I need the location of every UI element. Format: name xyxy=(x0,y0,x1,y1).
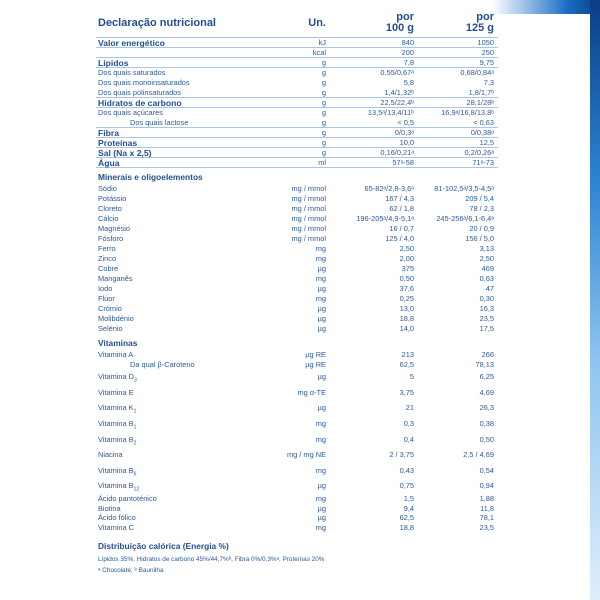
row-label xyxy=(98,88,181,98)
vitamin-row xyxy=(96,350,498,360)
nutrition-row xyxy=(96,38,498,48)
row-label-text: Dos quais lactose xyxy=(130,118,189,127)
vitamin-row xyxy=(96,416,498,432)
value-per-100g: 125 / 4,0 xyxy=(385,234,414,243)
nutrition-row xyxy=(96,118,498,128)
value-per-100g: 62,5 xyxy=(399,359,414,369)
minerals-rows xyxy=(96,184,498,334)
value-per-100g: 0,55/0,67ᵃ xyxy=(380,68,414,77)
row-label xyxy=(98,158,119,168)
row-label xyxy=(98,264,118,274)
row-label xyxy=(98,494,157,504)
top-edge-decoration xyxy=(492,0,600,14)
vitamin-row xyxy=(96,432,498,448)
row-unit: mg / mg NE xyxy=(286,450,326,460)
vitamin-row xyxy=(96,385,498,401)
value-per-125g: 9,75 xyxy=(479,58,494,67)
row-label-text: Dos quais saturados xyxy=(98,68,166,77)
row-label-text: Zinco xyxy=(98,254,117,263)
value-per-125g: 250 xyxy=(481,48,494,57)
row-unit: g xyxy=(321,148,326,157)
mineral-row xyxy=(96,304,498,314)
vitamins-section-header xyxy=(96,334,498,350)
table-header xyxy=(96,12,498,38)
row-label xyxy=(98,128,119,138)
mineral-row xyxy=(96,204,498,214)
value-per-100g: 0,43 xyxy=(399,465,414,475)
col2-line1: por xyxy=(476,11,494,23)
value-per-125g: 78,1 xyxy=(479,513,494,523)
row-label xyxy=(98,284,112,294)
row-label xyxy=(98,481,139,494)
row-unit: g xyxy=(321,138,326,147)
nutrition-table xyxy=(96,12,498,576)
row-label xyxy=(98,214,119,224)
value-per-100g: 2 / 3,75 xyxy=(389,450,414,460)
nutrition-row xyxy=(96,158,498,168)
row-unit: kJ xyxy=(318,38,326,47)
vitamin-row xyxy=(96,369,498,385)
row-label-text: Hidratos de carbono xyxy=(98,98,182,108)
row-unit: µg xyxy=(317,304,326,313)
col2-line2: 125 g xyxy=(465,22,494,34)
mineral-row xyxy=(96,324,498,334)
value-per-100g: 0,4 xyxy=(403,434,414,444)
row-label-text: Sódio xyxy=(98,184,117,193)
nutrition-rows xyxy=(96,38,498,168)
row-label-text: Proteínas xyxy=(98,138,138,148)
unit-column-header: Un. xyxy=(308,17,326,29)
row-unit: g xyxy=(321,58,326,67)
row-label-text: Biotina xyxy=(98,503,121,513)
row-label-text: Iodo xyxy=(98,284,113,293)
mineral-row xyxy=(96,214,498,224)
mineral-row xyxy=(96,184,498,194)
nutrition-row xyxy=(96,138,498,148)
row-unit: mg xyxy=(315,294,326,303)
row-unit: ml xyxy=(318,158,326,167)
value-per-125g: 0,63 xyxy=(479,274,494,283)
row-unit: µg xyxy=(317,481,326,491)
row-unit: µg xyxy=(317,403,326,413)
flavor-legend: ᵃ Chocolate; ᵇ Baunilha xyxy=(98,567,164,575)
row-label xyxy=(98,68,165,78)
row-label-text: Vitamina D xyxy=(98,372,135,382)
mineral-row xyxy=(96,234,498,244)
value-per-125g: 20 / 0,9 xyxy=(469,224,494,233)
col1-line1: por xyxy=(396,11,414,23)
row-label xyxy=(98,78,190,88)
row-label xyxy=(98,274,133,284)
value-per-125g: 78,13 xyxy=(475,359,494,369)
value-per-125g: 3,13 xyxy=(479,244,494,253)
value-per-100g: 5 xyxy=(409,372,414,382)
value-per-125g: 469 xyxy=(481,264,494,273)
row-unit: g xyxy=(321,128,326,137)
mineral-row xyxy=(96,284,498,294)
row-label-subscript: 1 xyxy=(133,408,137,415)
value-per-125g: 71ᵃ-73 xyxy=(472,158,494,167)
row-label xyxy=(98,194,126,204)
row-label-text: Vitamina E xyxy=(98,387,134,397)
row-unit: µg xyxy=(317,314,326,323)
caloric-distribution-text: Lípidos 35%, Hidratos de carbono 45%/44,7%ᵇ, Fibra 0%/0,3%ᵃ, Proteínas 20% xyxy=(98,556,325,564)
row-label-subscript: 6 xyxy=(133,471,137,478)
row-unit: mg xyxy=(315,274,326,283)
row-label-text: Da qual β-Caroteno xyxy=(130,359,195,369)
vitamin-row xyxy=(96,478,498,494)
row-label xyxy=(98,419,136,432)
row-label-text: Cálcio xyxy=(98,214,119,223)
col1-line2: 100 g xyxy=(385,22,414,34)
value-per-125g: < 0,63 xyxy=(473,118,494,127)
value-per-100g: < 0,5 xyxy=(397,118,414,127)
vitamin-row xyxy=(96,504,498,514)
value-per-125g: 17,5 xyxy=(479,324,494,333)
row-label-text: Vitamina B xyxy=(98,434,134,444)
row-label-text: Vitamina B xyxy=(98,418,134,428)
row-unit: g xyxy=(321,98,326,107)
row-unit: mg / mmol xyxy=(291,184,326,193)
nutrition-row xyxy=(96,98,498,108)
value-per-100g: 13,5ᵃ/13,4/11ᵇ xyxy=(367,108,414,117)
row-label-text: Fibra xyxy=(98,128,120,138)
vitamin-row xyxy=(96,447,498,463)
value-per-100g: 375 xyxy=(401,264,414,273)
mineral-row xyxy=(96,224,498,234)
row-label-text: Ácido fólico xyxy=(98,513,136,523)
row-unit: µg xyxy=(317,324,326,333)
row-label xyxy=(98,38,165,48)
value-per-125g: 0,38 xyxy=(479,418,494,428)
row-label-text: Valor energético xyxy=(98,38,165,48)
nutrition-row xyxy=(96,148,498,158)
value-per-100g: 0,3 xyxy=(403,418,414,428)
value-per-125g: 245-256ᵃ/6,1-6,4ᵃ xyxy=(436,214,494,223)
value-per-125g: 4,69 xyxy=(479,387,494,397)
row-label-subscript: 12 xyxy=(133,486,140,493)
row-label xyxy=(98,372,137,385)
value-per-100g: 1,4/1,32ᵇ xyxy=(384,88,414,97)
value-per-100g: 65-82ᵃ/2,8-3,6ᵃ xyxy=(364,184,414,193)
row-unit: mg xyxy=(315,244,326,253)
row-label-text: Potássio xyxy=(98,194,127,203)
row-unit: kcal xyxy=(312,48,326,57)
value-per-125g: 156 / 5,0 xyxy=(465,234,494,243)
value-per-125g: 47 xyxy=(485,284,494,293)
row-unit: g xyxy=(321,88,326,97)
value-per-125g: 0,68/0,84ᵃ xyxy=(460,68,494,77)
value-per-100g: 13,0 xyxy=(399,304,414,313)
value-per-125g: 0/0,38ᵃ xyxy=(470,128,494,137)
row-label xyxy=(98,148,152,158)
row-label-text: Cloreto xyxy=(98,204,122,213)
row-label xyxy=(98,403,136,416)
value-per-125g: 2,50 xyxy=(479,254,494,263)
table-title: Declaração nutricional xyxy=(98,17,216,29)
value-per-100g: 167 / 4,3 xyxy=(385,194,414,203)
row-label xyxy=(98,58,129,68)
value-per-100g: 10,0 xyxy=(399,138,414,147)
value-per-125g: 6,25 xyxy=(479,372,494,382)
row-label xyxy=(98,388,134,398)
row-label-text: Dos quais polinsaturados xyxy=(98,88,181,97)
vitamins-title: Vitaminas xyxy=(98,338,138,348)
row-label xyxy=(98,513,136,523)
value-per-125g: 0,50 xyxy=(479,434,494,444)
right-edge-decoration xyxy=(590,0,600,600)
row-label-text: Niacina xyxy=(98,450,123,460)
row-unit: mg / mmol xyxy=(291,224,326,233)
row-label xyxy=(98,324,123,334)
row-label-text: Magnésio xyxy=(98,224,131,233)
vitamins-rows xyxy=(96,350,498,532)
value-per-125g: 0,2/0,26ᵃ xyxy=(464,148,494,157)
row-label-subscript: 3 xyxy=(134,377,137,384)
value-per-100g: 22,5/22,4ᵇ xyxy=(380,98,414,107)
value-per-100g: 0,75 xyxy=(399,481,414,491)
row-label-text: Ferro xyxy=(98,244,116,253)
value-per-125g: 1,88 xyxy=(479,493,494,503)
value-per-125g: 16,3 xyxy=(479,304,494,313)
row-label xyxy=(98,294,115,304)
value-per-100g: 0,25 xyxy=(399,294,414,303)
row-unit: mg xyxy=(315,434,326,444)
row-unit: g xyxy=(321,78,326,87)
value-per-100g: 0/0,3ᵃ xyxy=(394,128,414,137)
row-label-text: Selénio xyxy=(98,324,123,333)
mineral-row xyxy=(96,264,498,274)
row-label-subscript: 2 xyxy=(133,440,137,447)
value-per-100g: 0,50 xyxy=(399,274,414,283)
nutrition-row xyxy=(96,58,498,68)
row-label xyxy=(98,304,122,314)
row-unit: mg xyxy=(315,522,326,532)
row-unit: µg xyxy=(317,513,326,523)
row-label-text: Vitamina K xyxy=(98,403,134,413)
nutrition-row xyxy=(96,78,498,88)
value-per-100g: 21 xyxy=(405,403,414,413)
nutrition-row xyxy=(96,128,498,138)
minerals-title: Minerais e oligoelementos xyxy=(98,172,203,182)
value-per-100g: 200 xyxy=(401,48,414,57)
row-label xyxy=(98,435,136,448)
value-per-100g: 1,5 xyxy=(403,493,414,503)
nutrition-row xyxy=(96,48,498,58)
value-per-100g: 5,8 xyxy=(403,78,414,87)
value-per-125g: 12,5 xyxy=(479,138,494,147)
nutrition-row xyxy=(96,88,498,98)
row-unit: mg xyxy=(315,493,326,503)
row-label-text: Fósforo xyxy=(98,234,124,243)
value-per-125g: 26,3 xyxy=(479,403,494,413)
value-per-125g: 0,54 xyxy=(479,465,494,475)
value-per-125g: 78 / 2,3 xyxy=(469,204,494,213)
row-label-text: Vitamina A xyxy=(98,350,134,359)
value-per-125g: 81-102,5ᵃ/3,5-4,5ᵃ xyxy=(434,184,494,193)
row-label xyxy=(98,244,116,254)
row-label-text: Vitamina B xyxy=(98,481,134,491)
value-per-125g: 11,8 xyxy=(480,503,494,513)
value-per-100g: 0,16/0,21ᵃ xyxy=(380,148,414,157)
value-per-125g: 23,5 xyxy=(479,522,494,532)
row-unit: mg xyxy=(315,418,326,428)
value-per-100g: 840 xyxy=(401,38,414,47)
value-per-100g: 3,75 xyxy=(399,387,414,397)
row-unit: µg RE xyxy=(305,359,326,369)
row-unit: µg xyxy=(317,372,326,382)
row-unit: g xyxy=(321,108,326,117)
value-per-125g: 23,5 xyxy=(479,314,494,323)
nutrition-row xyxy=(96,108,498,118)
value-per-125g: 1,8/1,7ᵇ xyxy=(468,88,494,97)
value-per-100g: 62,5 xyxy=(399,513,414,523)
row-unit: mg xyxy=(315,465,326,475)
row-label-text: Crómio xyxy=(98,304,122,313)
minerals-section-header xyxy=(96,168,498,184)
vitamin-row xyxy=(96,360,498,370)
value-per-125g: 1050 xyxy=(477,38,494,47)
mineral-row xyxy=(96,274,498,284)
row-label xyxy=(98,504,121,514)
row-label-text: Flúor xyxy=(98,294,115,303)
mineral-row xyxy=(96,194,498,204)
value-per-125g: 28,1/28ᵇ xyxy=(466,98,494,107)
value-per-100g: 196-205ᵃ/4,9-5,1ᵃ xyxy=(356,214,414,223)
row-label-text: Lípidos xyxy=(98,58,129,68)
row-label xyxy=(130,360,195,370)
row-unit: mg α-TE xyxy=(297,387,326,397)
row-label xyxy=(98,224,130,234)
vitamin-row xyxy=(96,400,498,416)
row-unit: µg xyxy=(317,503,326,513)
value-per-100g: 62 / 1,8 xyxy=(389,204,414,213)
row-label xyxy=(98,523,134,533)
row-label xyxy=(130,118,188,128)
row-unit: mg xyxy=(315,254,326,263)
vitamin-row xyxy=(96,463,498,479)
value-per-100g: 7,8 xyxy=(403,58,414,67)
value-per-125g: 7,3 xyxy=(483,78,494,87)
value-per-100g: 14,0 xyxy=(399,324,414,333)
value-per-125g: 209 / 5,4 xyxy=(465,194,494,203)
row-unit: mg / mmol xyxy=(291,234,326,243)
vitamin-row xyxy=(96,494,498,504)
value-per-100g: 2,00 xyxy=(399,254,414,263)
row-label-text: Dos quais açúcares xyxy=(98,108,163,117)
row-label xyxy=(98,314,134,324)
row-label-text: Ácido pantoténico xyxy=(98,493,157,503)
value-per-125g: 0,30 xyxy=(479,294,494,303)
row-unit: mg / mmol xyxy=(291,194,326,203)
row-label-text: Sal (Na x 2,5) xyxy=(98,148,152,158)
vitamin-row xyxy=(96,513,498,523)
row-label-text: Manganês xyxy=(98,274,133,283)
row-label xyxy=(98,204,122,214)
vitamin-row xyxy=(96,523,498,533)
value-per-100g: 18,8 xyxy=(399,314,414,323)
mineral-row xyxy=(96,244,498,254)
row-unit: g xyxy=(321,118,326,127)
row-label-text: Molibdénio xyxy=(98,314,134,323)
row-label xyxy=(98,450,123,460)
per-100g-column-header xyxy=(346,12,414,34)
row-label-text: Água xyxy=(98,158,120,168)
row-label xyxy=(98,466,136,479)
row-label xyxy=(98,234,123,244)
row-label xyxy=(98,254,116,264)
mineral-row xyxy=(96,314,498,324)
row-unit: µg xyxy=(317,284,326,293)
row-unit: mg / mmol xyxy=(291,214,326,223)
value-per-100g: 37,6 xyxy=(399,284,414,293)
per-125g-column-header xyxy=(426,12,494,34)
row-unit: µg RE xyxy=(305,350,326,359)
row-label-text: Cobre xyxy=(98,264,119,273)
nutrition-row xyxy=(96,68,498,78)
row-unit: µg xyxy=(317,264,326,273)
row-label xyxy=(98,350,133,360)
row-label xyxy=(98,108,163,118)
value-per-125g: 2,5 / 4,69 xyxy=(463,450,494,460)
row-unit: mg / mmol xyxy=(291,204,326,213)
value-per-100g: 2,50 xyxy=(399,244,414,253)
value-per-125g: 0,94 xyxy=(479,481,494,491)
value-per-125g: 16,9ᵃ/16,8/13,8ᵇ xyxy=(441,108,494,117)
row-label-text: Vitamina B xyxy=(98,465,134,475)
caloric-distribution-title: Distribuição calórica (Energia %) xyxy=(98,541,229,552)
value-per-100g: 9,4 xyxy=(403,503,414,513)
row-unit: g xyxy=(321,68,326,77)
mineral-row xyxy=(96,254,498,264)
value-per-100g: 57ᵃ-58 xyxy=(392,158,414,167)
row-label-subscript: 1 xyxy=(133,424,137,431)
row-label xyxy=(98,184,117,194)
row-label-text: Vitamina C xyxy=(98,522,135,532)
mineral-row xyxy=(96,294,498,304)
value-per-100g: 18,8 xyxy=(399,522,414,532)
value-per-100g: 213 xyxy=(401,350,414,359)
value-per-125g: 266 xyxy=(481,350,494,359)
row-label-text: Dos quais monoinsaturados xyxy=(98,78,190,87)
row-label xyxy=(98,98,182,108)
row-label xyxy=(98,138,137,148)
value-per-100g: 16 / 0,7 xyxy=(389,224,414,233)
